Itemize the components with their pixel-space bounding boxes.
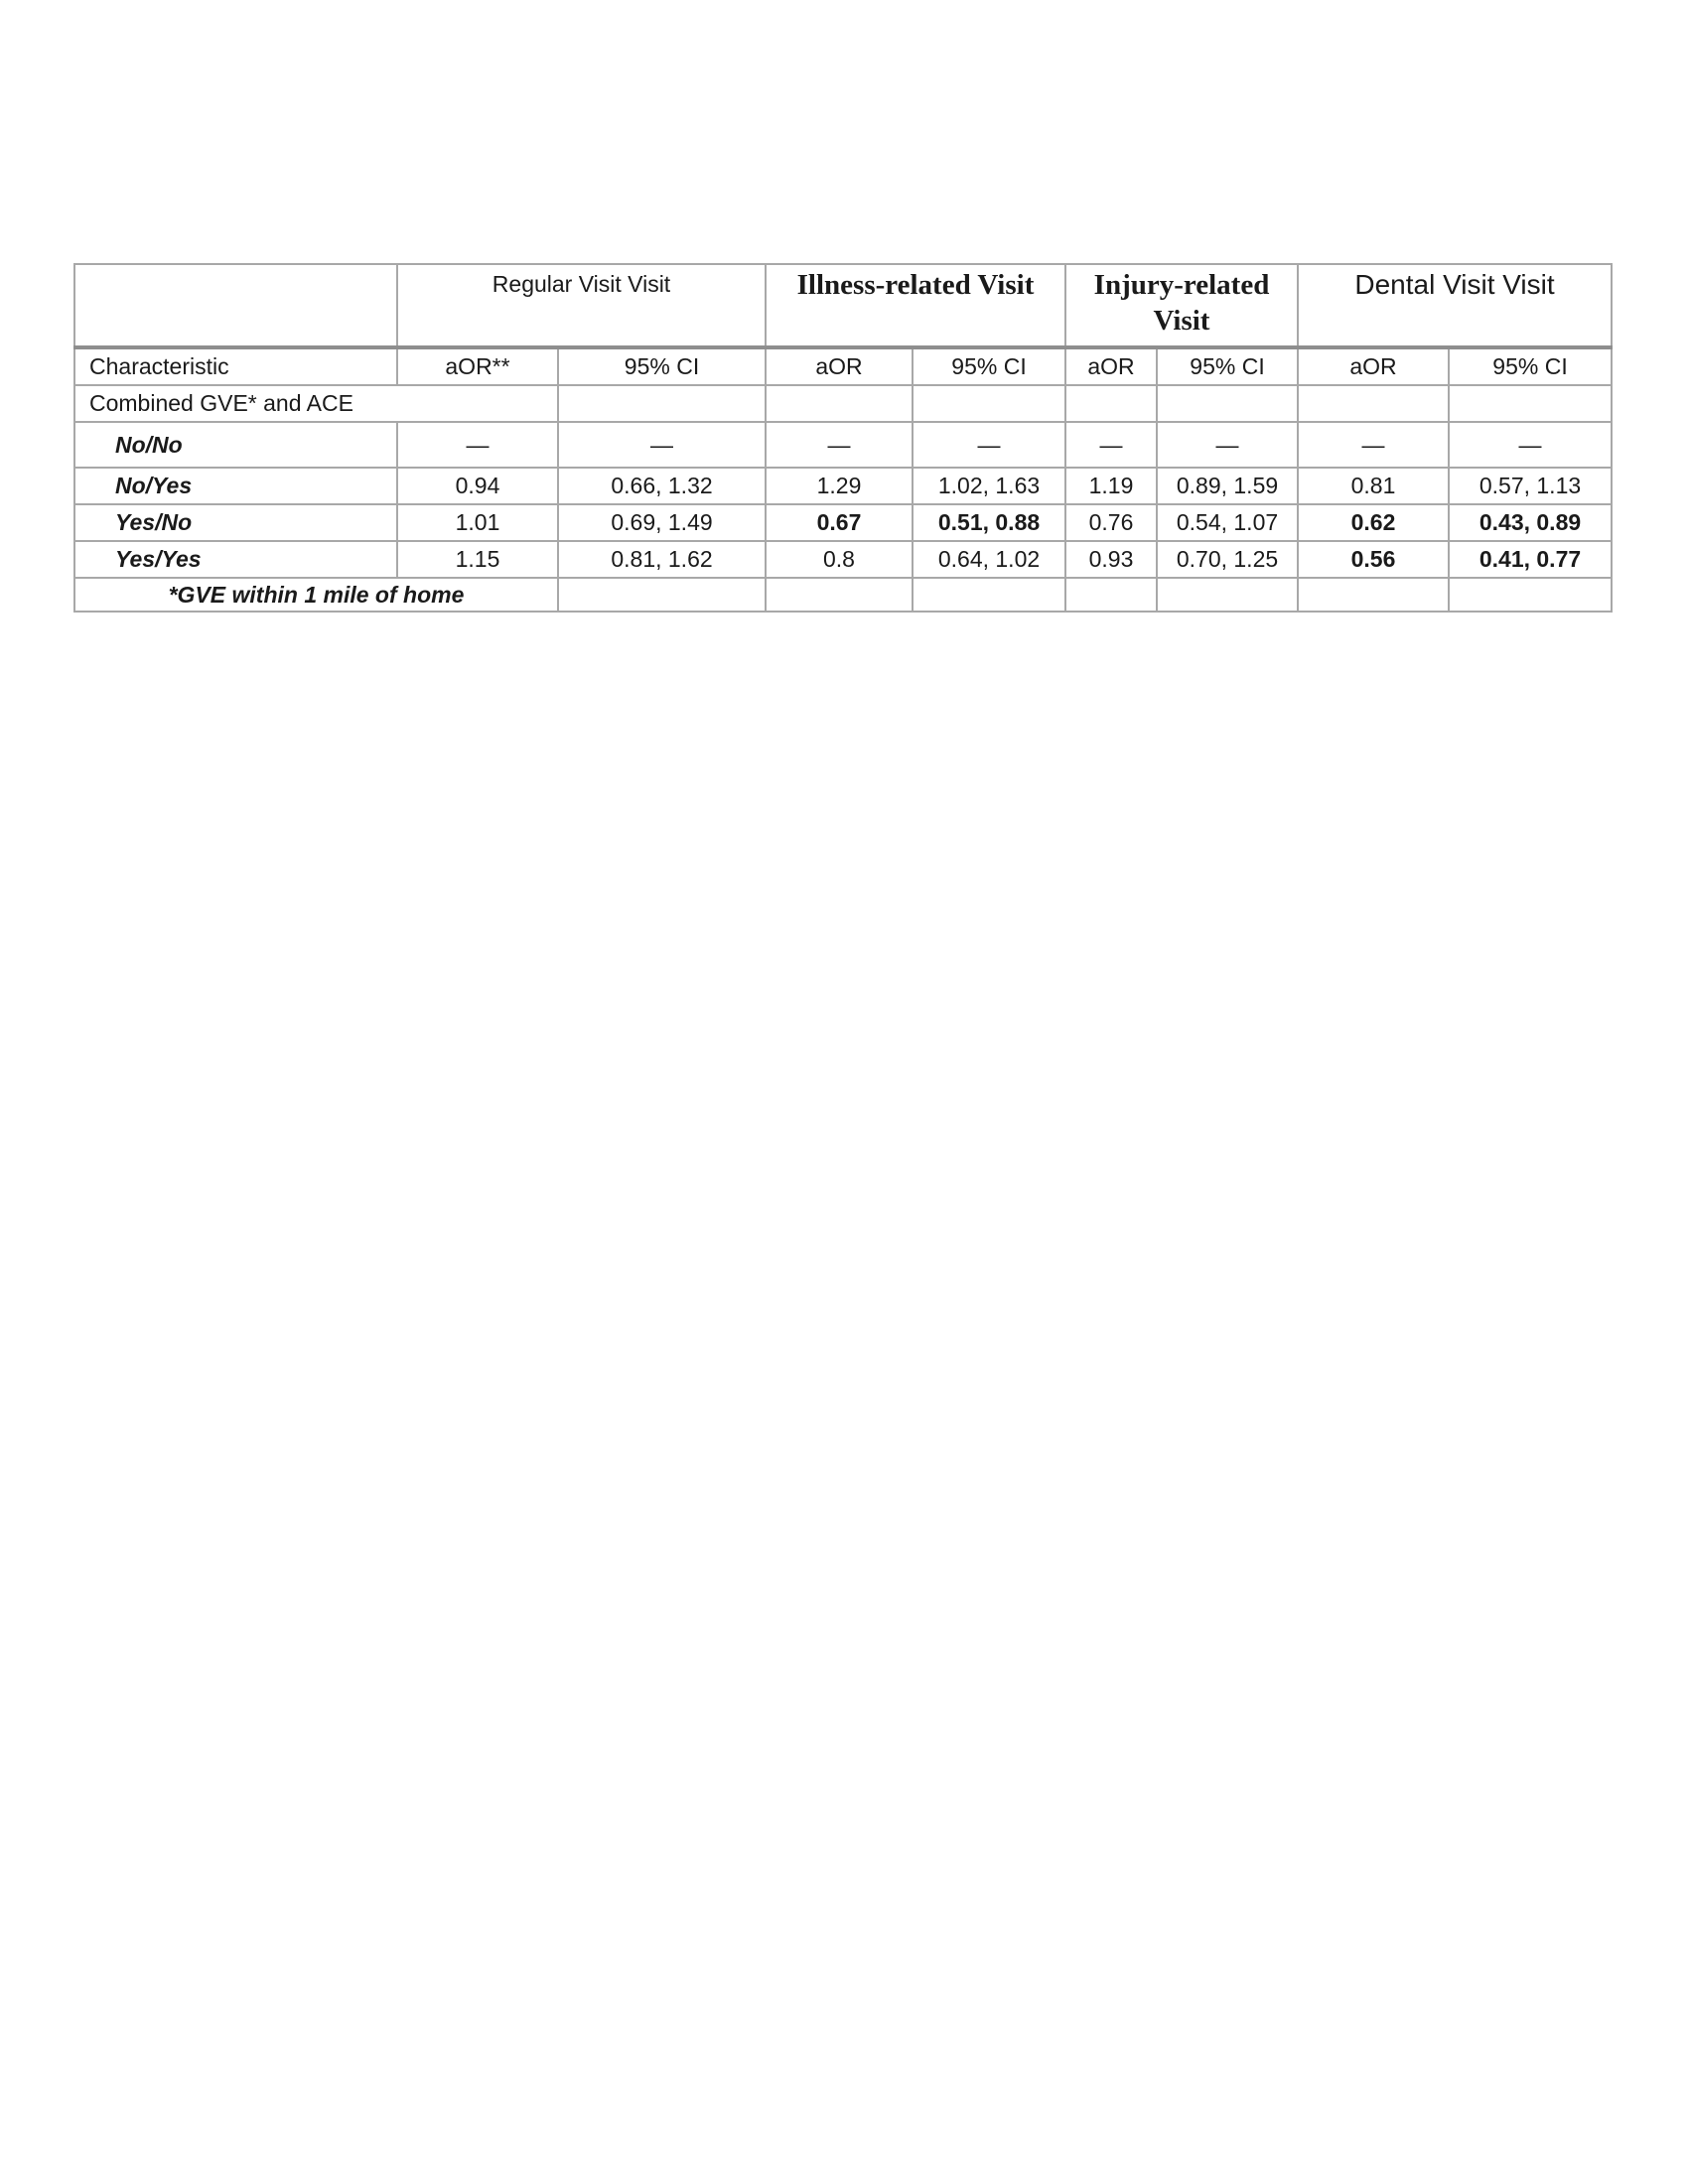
subheader-row — [74, 347, 1612, 385]
cell-regular-aor: — — [397, 422, 558, 468]
cell-regular-ci: 0.69, 1.49 — [558, 504, 766, 541]
group-header-illness: Illness-related Visit — [766, 264, 1065, 347]
empty-cell — [913, 385, 1065, 422]
cell-dental-ci: 0.43, 0.89 — [1449, 504, 1612, 541]
cell-illness-ci: 0.64, 1.02 — [913, 541, 1065, 578]
row-label: Yes/Yes — [74, 541, 397, 578]
group-header-dental: Dental Visit Visit — [1298, 264, 1612, 347]
table-row — [74, 422, 1612, 468]
subheader-regular-ci: 95% CI — [558, 347, 766, 385]
empty-cell — [1449, 385, 1612, 422]
cell-regular-aor: 0.94 — [397, 468, 558, 504]
table-row — [74, 468, 1612, 504]
group-header-regular: Regular Visit Visit — [397, 264, 766, 347]
empty-cell — [558, 385, 766, 422]
empty-cell — [1298, 385, 1449, 422]
cell-injury-ci: 0.54, 1.07 — [1157, 504, 1298, 541]
empty-cell — [1298, 578, 1449, 612]
cell-injury-aor: — — [1065, 422, 1157, 468]
empty-cell — [1065, 578, 1157, 612]
header-empty-cell — [74, 264, 397, 347]
cell-regular-ci: 0.66, 1.32 — [558, 468, 766, 504]
subheader-illness-ci: 95% CI — [913, 347, 1065, 385]
empty-cell — [1157, 385, 1298, 422]
row-label: No/No — [74, 422, 397, 468]
cell-dental-ci: 0.41, 0.77 — [1449, 541, 1612, 578]
empty-cell — [1157, 578, 1298, 612]
cell-injury-aor: 0.93 — [1065, 541, 1157, 578]
cell-injury-aor: 1.19 — [1065, 468, 1157, 504]
empty-cell — [766, 578, 913, 612]
cell-regular-ci: 0.81, 1.62 — [558, 541, 766, 578]
cell-injury-ci: 0.89, 1.59 — [1157, 468, 1298, 504]
cell-dental-aor: 0.81 — [1298, 468, 1449, 504]
cell-illness-ci: 1.02, 1.63 — [913, 468, 1065, 504]
table-row — [74, 541, 1612, 578]
table-row — [74, 504, 1612, 541]
results-table — [73, 263, 1613, 613]
empty-cell — [1449, 578, 1612, 612]
cell-injury-aor: 0.76 — [1065, 504, 1157, 541]
cell-regular-ci: — — [558, 422, 766, 468]
cell-regular-aor: 1.15 — [397, 541, 558, 578]
footnote-row — [74, 578, 1612, 612]
row-label: No/Yes — [74, 468, 397, 504]
cell-dental-aor: — — [1298, 422, 1449, 468]
cell-illness-aor: — — [766, 422, 913, 468]
section-row — [74, 385, 1612, 422]
subheader-characteristic: Characteristic — [74, 347, 397, 385]
subheader-illness-aor: aOR — [766, 347, 913, 385]
empty-cell — [766, 385, 913, 422]
cell-regular-aor: 1.01 — [397, 504, 558, 541]
group-header-row — [74, 264, 1612, 347]
cell-illness-aor: 1.29 — [766, 468, 913, 504]
empty-cell — [913, 578, 1065, 612]
subheader-dental-ci: 95% CI — [1449, 347, 1612, 385]
subheader-regular-aor: aOR** — [397, 347, 558, 385]
cell-illness-ci: — — [913, 422, 1065, 468]
cell-illness-ci: 0.51, 0.88 — [913, 504, 1065, 541]
empty-cell — [558, 578, 766, 612]
subheader-injury-ci: 95% CI — [1157, 347, 1298, 385]
cell-injury-ci: 0.70, 1.25 — [1157, 541, 1298, 578]
cell-illness-aor: 0.8 — [766, 541, 913, 578]
subheader-injury-aor: aOR — [1065, 347, 1157, 385]
subheader-dental-aor: aOR — [1298, 347, 1449, 385]
footnote: *GVE within 1 mile of home — [74, 578, 558, 612]
group-header-injury: Injury-related Visit — [1065, 264, 1298, 347]
empty-cell — [1065, 385, 1157, 422]
row-label: Yes/No — [74, 504, 397, 541]
cell-dental-ci: 0.57, 1.13 — [1449, 468, 1612, 504]
cell-dental-aor: 0.56 — [1298, 541, 1449, 578]
cell-injury-ci: — — [1157, 422, 1298, 468]
section-label: Combined GVE* and ACE — [74, 385, 558, 422]
cell-illness-aor: 0.67 — [766, 504, 913, 541]
cell-dental-ci: — — [1449, 422, 1612, 468]
cell-dental-aor: 0.62 — [1298, 504, 1449, 541]
